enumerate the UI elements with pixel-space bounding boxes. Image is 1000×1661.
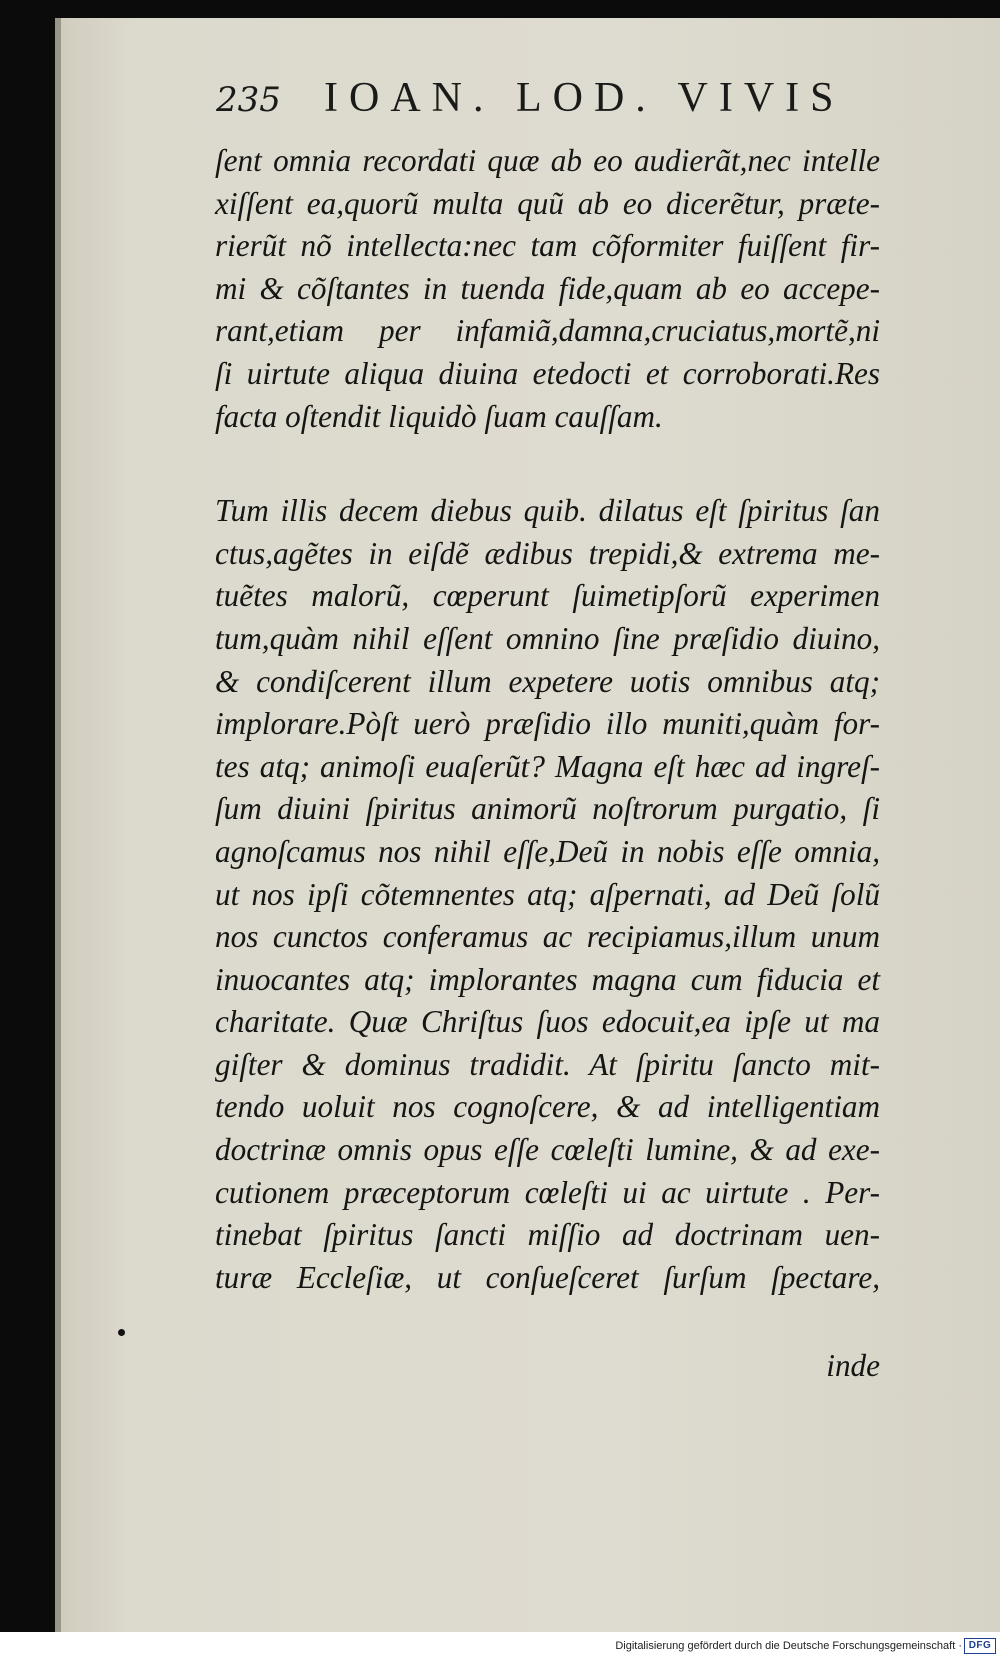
text-block xyxy=(215,140,880,1383)
running-title: IOAN. LOD. VIVIS xyxy=(324,75,845,121)
text-line: tuẽtes malorũ, cœperunt ſuimetipſorũ experimen xyxy=(215,578,880,614)
text-line: facta oſtendit liquidò ſuam cauſſam. xyxy=(215,398,663,434)
text-line: ut nos ipſi cõtemnentes atq; aſpernati, ad Deũ ſolũ xyxy=(215,876,880,912)
text-line: mi & cõſtantes in tuenda fide,quam ab eo accepe- xyxy=(215,270,880,306)
text-line: ctus,agẽtes in eiſdẽ ædibus trepidi,& extrema me- xyxy=(215,535,880,571)
text-line: cutionem præceptorum cœleſti ui ac uirtute . Per- xyxy=(215,1174,880,1210)
ink-speck xyxy=(118,1329,125,1336)
text-line: & condiſcerent illum expetere uotis omnibus atq; xyxy=(215,663,880,699)
text-line: rant,etiam per infamiã,damna,cruciatus,mortẽ,ni xyxy=(215,313,880,349)
page-header xyxy=(216,70,856,130)
folio-number: 235 xyxy=(216,80,281,120)
text-line: turæ Eccleſiæ, ut conſueſceret ſurſum ſpectare, xyxy=(215,1259,880,1295)
text-line: ſum diuini ſpiritus animorũ noſtrorum purgatio, ſi xyxy=(215,791,880,827)
dfg-logo: DFG xyxy=(964,1638,996,1654)
text-line: implorare.Pòſt uerò præſidio illo muniti,quàm for- xyxy=(215,706,880,742)
text-line: nos cunctos conferamus ac recipiamus,illum unum xyxy=(215,919,880,955)
text-line: xiſſent ea,quorũ multa quũ ab eo dicerẽtur, præte- xyxy=(215,185,880,221)
catchword: inde xyxy=(826,1348,880,1383)
paragraph-gap xyxy=(215,438,880,490)
text-line: tum,quàm nihil eſſent omnino ſine præſidio diuino, xyxy=(215,620,880,656)
text-line: charitate. Quæ Chriſtus ſuos edocuit,ea ipſe ut ma xyxy=(215,1004,880,1040)
text-line: agnoſcamus nos nihil eſſe,Deũ in nobis eſſe omnia, xyxy=(215,833,880,869)
text-line: doctrinæ omnis opus eſſe cœleſti lumine, & ad exe- xyxy=(215,1132,880,1168)
digitization-credit: Digitalisierung gefördert durch die Deutsche Forschungsgemeinschaft · xyxy=(615,1640,962,1652)
paragraph-2 xyxy=(215,490,880,1299)
text-line: ſent omnia recordati quæ ab eo audierãt,nec intelle xyxy=(215,143,880,178)
text-line: inuocantes atq; implorantes magna cum fiducia et xyxy=(215,961,880,997)
page-edge xyxy=(55,18,61,1632)
text-line: giſter & dominus tradidit. At ſpiritu ſancto mit- xyxy=(215,1046,880,1082)
text-line: tendo uoluit nos cognoſcere, & ad intelligentiam xyxy=(215,1089,880,1125)
text-line: Tum illis decem diebus quib. dilatus eſt ſpiritus ſan xyxy=(215,493,880,529)
paragraph-1 xyxy=(215,140,880,438)
text-line: tinebat ſpiritus ſancti miſſio ad doctrinam uen- xyxy=(215,1217,880,1253)
text-line: ſi uirtute aliqua diuina etedocti et corroborati.Res xyxy=(215,355,880,391)
text-line: rierũt nõ intellecta:nec tam cõformiter fuiſſent fir- xyxy=(215,228,880,264)
footer-bar xyxy=(0,1632,1000,1661)
text-line: tes atq; animoſi euaſerũt? Magna eſt hæc ad ingreſ- xyxy=(215,748,880,784)
